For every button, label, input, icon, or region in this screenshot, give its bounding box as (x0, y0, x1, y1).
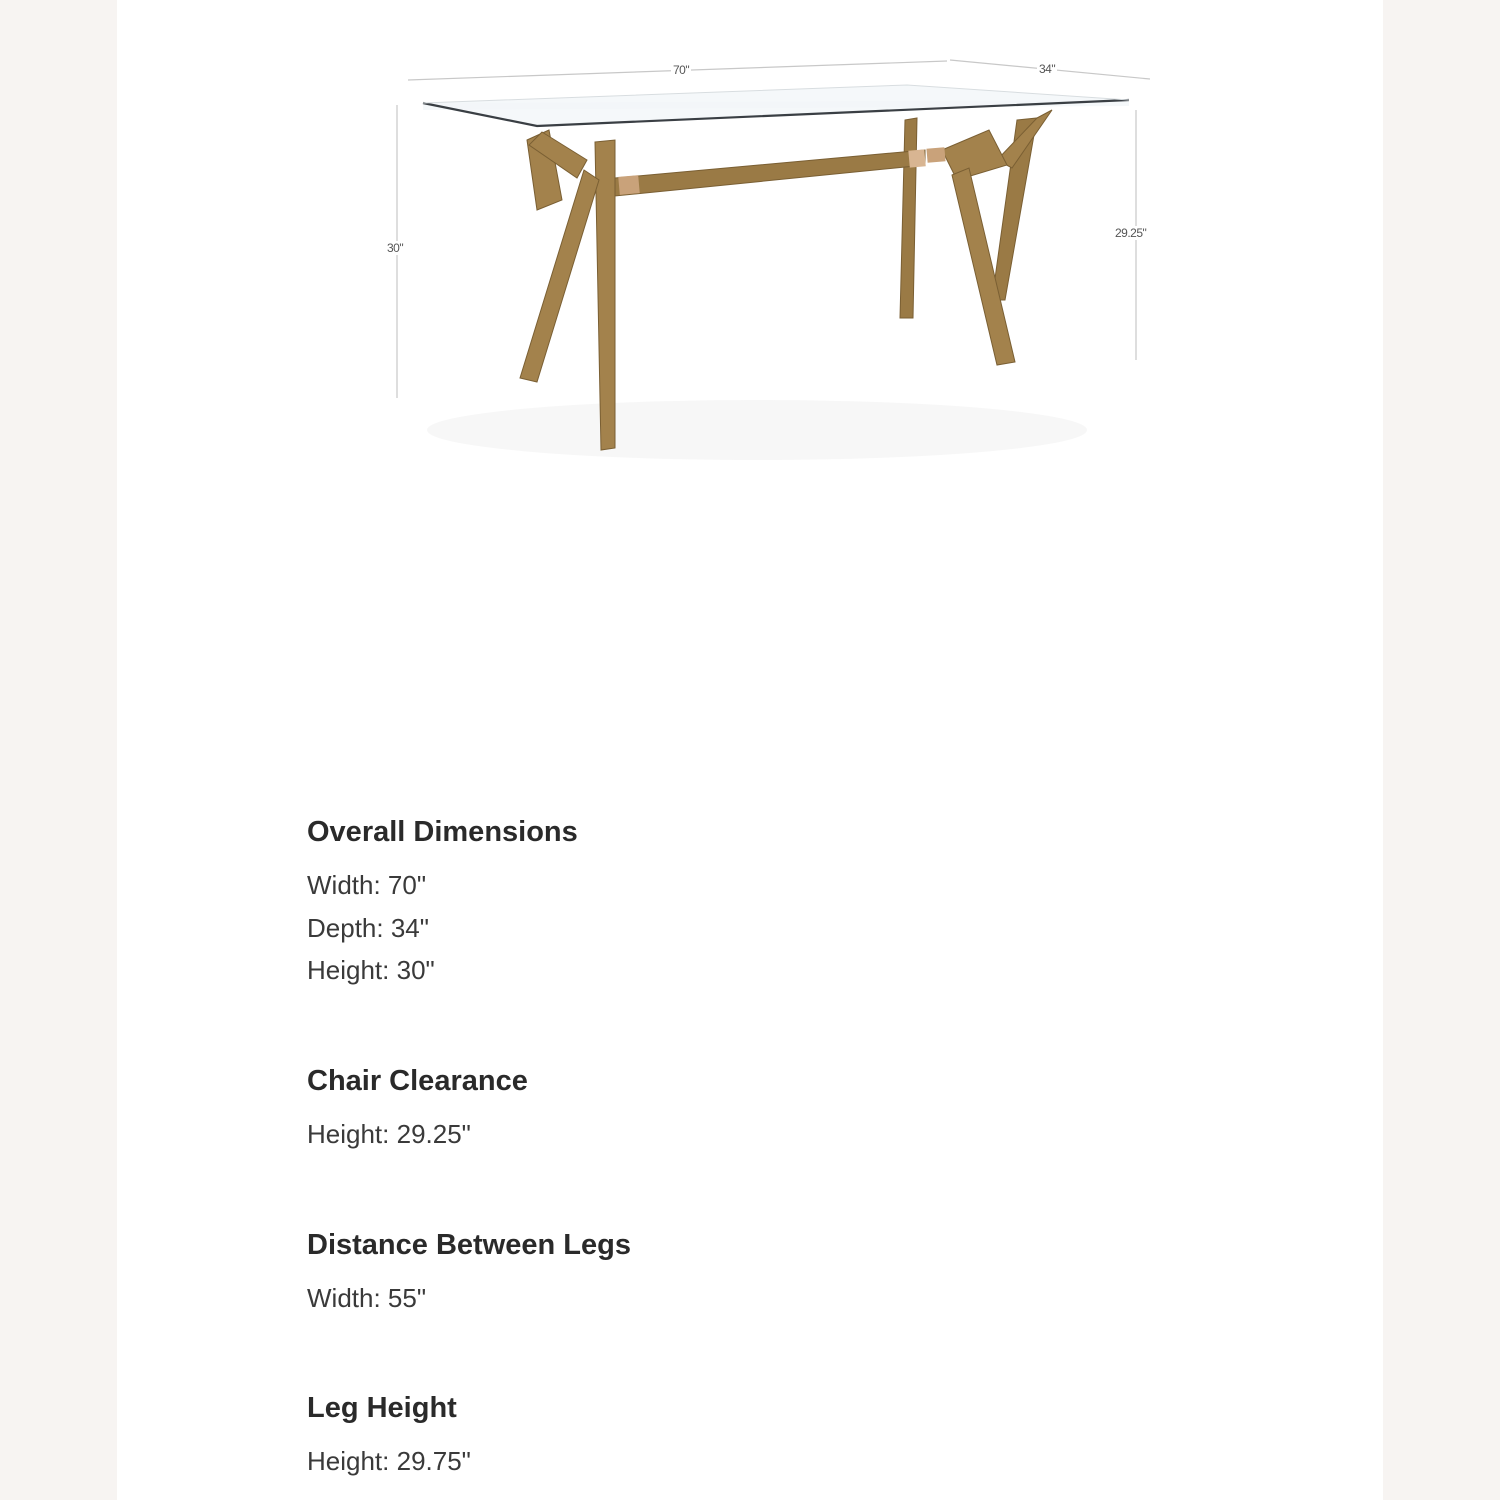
depth-dimension-label: 34" (1039, 62, 1056, 76)
section-title: Distance Between Legs (307, 1229, 631, 1261)
spec-width: Width: 55" (307, 1283, 427, 1313)
distance-between-legs-section (307, 1225, 631, 1320)
spec-height: Height: 29.75" (307, 1446, 471, 1476)
width-dimension-label: 70" (673, 63, 690, 77)
leg-height-section (307, 1388, 471, 1483)
section-title: Overall Dimensions (307, 816, 578, 848)
product-page (117, 0, 1383, 1500)
spec-width: Width: 70" (307, 870, 427, 900)
spec-depth: Depth: 34" (307, 912, 429, 943)
clearance-dimension-label: 29.25" (1115, 226, 1147, 240)
spec-height: Height: 30" (307, 955, 435, 985)
table-dimension-diagram (117, 0, 1383, 520)
chair-clearance-section (307, 1061, 528, 1156)
overall-dimensions-section (307, 812, 578, 992)
spec-height: Height: 29.25" (307, 1119, 471, 1149)
table-illustration (117, 0, 1383, 520)
height-dimension-label: 30" (387, 241, 404, 255)
section-title: Leg Height (307, 1392, 457, 1424)
section-title: Chair Clearance (307, 1065, 528, 1097)
